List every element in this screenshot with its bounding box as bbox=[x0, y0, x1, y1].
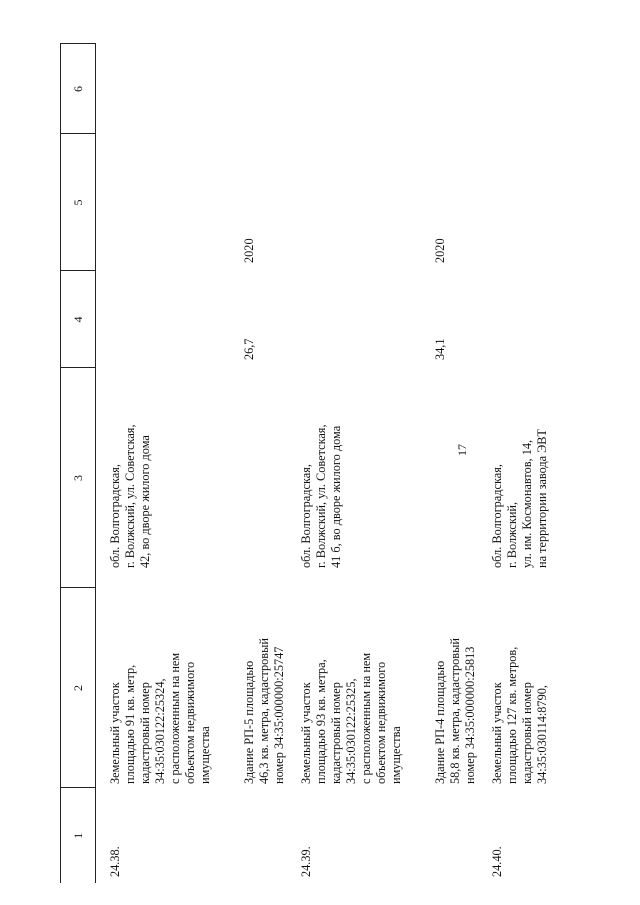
object-address-line bbox=[389, 368, 404, 568]
object-address bbox=[490, 368, 550, 568]
object-description-line: площадью 91 кв. метр, bbox=[123, 664, 137, 784]
object-description-line: Земельный участок bbox=[490, 682, 504, 784]
object-year-line bbox=[329, 134, 344, 263]
object-description-line: кадастровый номер bbox=[329, 682, 343, 784]
row-number: 24.40. bbox=[490, 846, 504, 877]
column-header: 2 bbox=[61, 588, 96, 788]
object-year-line: 2020 bbox=[433, 238, 447, 263]
object-year bbox=[108, 134, 213, 263]
page-number: 17 bbox=[455, 444, 469, 456]
property-table bbox=[60, 44, 550, 884]
row-number: 24.38. bbox=[108, 846, 122, 877]
object-year-cell bbox=[478, 134, 550, 271]
object-address-line: г. Волжский, bbox=[505, 501, 519, 568]
object-address-line: 41 б, во дворе жилого дома bbox=[329, 425, 343, 568]
object-area-line bbox=[299, 271, 314, 360]
object-description-line: Земельный участок bbox=[299, 682, 313, 784]
object-description bbox=[433, 592, 478, 784]
column-header: 4 bbox=[61, 271, 96, 368]
object-description-line: 34:35:030122:25325, bbox=[344, 678, 358, 784]
object-area-line bbox=[168, 271, 183, 360]
object-year-line bbox=[257, 134, 272, 263]
column-6-cell-cell bbox=[287, 44, 478, 134]
object-address-line bbox=[242, 368, 257, 568]
column-header: 5 bbox=[61, 134, 96, 271]
object-description-line: Здание РП-4 площадью bbox=[433, 660, 447, 784]
object-year-line bbox=[314, 134, 329, 263]
object-area-line bbox=[359, 271, 374, 360]
object-description-line: объектом недвижимого bbox=[374, 661, 388, 784]
object-address-cell bbox=[96, 368, 288, 588]
object-area-line bbox=[314, 271, 329, 360]
object-year-line bbox=[374, 134, 389, 263]
object-address-line bbox=[198, 368, 213, 568]
object-area-line bbox=[389, 271, 404, 360]
object-year-line bbox=[505, 134, 520, 263]
object-address-line: ул. им. Космонавтов, 14, bbox=[520, 439, 534, 568]
object-year bbox=[490, 134, 550, 263]
object-year-line bbox=[299, 134, 314, 263]
object-description-line: номер 34:35:000000:25813 bbox=[463, 646, 477, 784]
object-address-line bbox=[359, 368, 374, 568]
object-description-line: объектом недвижимого bbox=[183, 661, 197, 784]
object-area-line bbox=[374, 271, 389, 360]
row-number: 24.39. bbox=[299, 846, 313, 877]
object-area-line bbox=[329, 271, 344, 360]
object-address-line: г. Волжский, ул. Советская, bbox=[314, 424, 328, 568]
object-description-line: 34:35:030114:8790, bbox=[535, 685, 549, 784]
object-address-line bbox=[153, 368, 168, 568]
object-address-line: на территории завода ЭВТ bbox=[535, 429, 549, 568]
object-area-line bbox=[490, 271, 505, 360]
object-year-line bbox=[389, 134, 404, 263]
object-description-line: Здание РП-5 площадью bbox=[242, 660, 256, 784]
table-row bbox=[478, 44, 550, 883]
object-area-line: 34,1 bbox=[433, 338, 447, 360]
table-row bbox=[287, 44, 478, 883]
object-address bbox=[242, 368, 287, 568]
object-description-line: имущества bbox=[389, 726, 403, 784]
object-area-line bbox=[448, 271, 463, 360]
object-area-line bbox=[344, 271, 359, 360]
object-area bbox=[299, 271, 404, 360]
object-year-line bbox=[183, 134, 198, 263]
object-address bbox=[299, 368, 404, 568]
object-area-line bbox=[520, 271, 535, 360]
object-area-line bbox=[108, 271, 123, 360]
object-description bbox=[108, 592, 213, 784]
object-year-line bbox=[153, 134, 168, 263]
object-description bbox=[299, 592, 404, 784]
object-area-cell bbox=[478, 271, 550, 368]
object-year-cell bbox=[96, 134, 288, 271]
object-year-cell bbox=[287, 134, 478, 271]
object-year-line bbox=[198, 134, 213, 263]
object-address-line bbox=[344, 368, 359, 568]
object-description-cell bbox=[287, 588, 478, 788]
column-6-cell-cell bbox=[478, 44, 550, 134]
object-area-line bbox=[535, 271, 550, 360]
object-address-line: обл. Волгоградская, bbox=[299, 464, 313, 568]
object-year-line bbox=[344, 134, 359, 263]
object-area bbox=[108, 271, 213, 360]
object-address-cell bbox=[287, 368, 478, 588]
object-area-line bbox=[198, 271, 213, 360]
object-address-line: обл. Волгоградская, bbox=[108, 464, 122, 568]
object-description-line: с расположенным на нем bbox=[168, 652, 182, 784]
object-year-line bbox=[359, 134, 374, 263]
object-year-line bbox=[448, 134, 463, 263]
object-year bbox=[299, 134, 404, 263]
object-address-line bbox=[448, 368, 463, 568]
object-description-line: имущества bbox=[198, 726, 212, 784]
object-area-cell bbox=[287, 271, 478, 368]
object-area-line bbox=[183, 271, 198, 360]
object-area bbox=[433, 271, 478, 360]
object-year-line bbox=[168, 134, 183, 263]
column-header: 3 bbox=[61, 368, 96, 588]
object-address-line bbox=[272, 368, 287, 568]
object-year-line bbox=[520, 134, 535, 263]
object-address-line bbox=[257, 368, 272, 568]
object-area-line bbox=[153, 271, 168, 360]
object-description-line: площадью 93 кв. метра, bbox=[314, 659, 328, 784]
object-area-line bbox=[463, 271, 478, 360]
object-year bbox=[242, 134, 287, 263]
object-area-line bbox=[138, 271, 153, 360]
object-address-line bbox=[433, 368, 448, 568]
object-year-line bbox=[535, 134, 550, 263]
object-year-line bbox=[272, 134, 287, 263]
object-address-line: 42, во дворе жилого дома bbox=[138, 435, 152, 568]
column-header: 6 bbox=[61, 44, 96, 134]
object-area-line bbox=[257, 271, 272, 360]
object-description-line: кадастровый номер bbox=[138, 682, 152, 784]
object-area-line bbox=[272, 271, 287, 360]
object-year-line bbox=[463, 134, 478, 263]
object-description-line: Земельный участок bbox=[108, 682, 122, 784]
object-description bbox=[242, 592, 287, 784]
object-description-line: площадью 127 кв. метров, bbox=[505, 646, 519, 784]
object-year-line bbox=[108, 134, 123, 263]
object-address bbox=[433, 368, 478, 568]
object-description-line: с расположенным на нем bbox=[359, 652, 373, 784]
object-address bbox=[108, 368, 213, 568]
table-row bbox=[96, 44, 288, 883]
object-year bbox=[433, 134, 478, 263]
object-address-line bbox=[463, 368, 478, 568]
object-description-line: кадастровый номер bbox=[520, 682, 534, 784]
object-year-line bbox=[123, 134, 138, 263]
object-description bbox=[490, 592, 550, 784]
object-year-line bbox=[138, 134, 153, 263]
object-description-cell bbox=[478, 588, 550, 788]
table-body bbox=[96, 44, 551, 883]
object-area-cell bbox=[96, 271, 288, 368]
column-header: 1 bbox=[61, 788, 96, 883]
object-description-line: 58,8 кв. метра, кадастровый bbox=[448, 638, 462, 784]
object-year-line bbox=[490, 134, 505, 263]
object-area bbox=[242, 271, 287, 360]
object-description-line: номер 34:35:000000:25747 bbox=[272, 646, 286, 784]
object-description-line: 34:35:030122:25324, bbox=[153, 678, 167, 784]
object-area-line bbox=[123, 271, 138, 360]
object-year-line: 2020 bbox=[242, 238, 256, 263]
object-address-line bbox=[168, 368, 183, 568]
table-header-row bbox=[61, 44, 96, 883]
object-address-cell bbox=[478, 368, 550, 588]
column-6-cell-cell bbox=[96, 44, 288, 134]
object-area-line: 26,7 bbox=[242, 338, 256, 360]
object-description-cell bbox=[96, 588, 288, 788]
object-address-line bbox=[183, 368, 198, 568]
object-area-line bbox=[505, 271, 520, 360]
object-address-line: обл. Волгоградская, bbox=[490, 464, 504, 568]
object-description-line: 46,3 кв. метра, кадастровый bbox=[257, 638, 271, 784]
object-address-line bbox=[374, 368, 389, 568]
object-address-line: г. Волжский, ул. Советская, bbox=[123, 424, 137, 568]
object-area bbox=[490, 271, 550, 360]
